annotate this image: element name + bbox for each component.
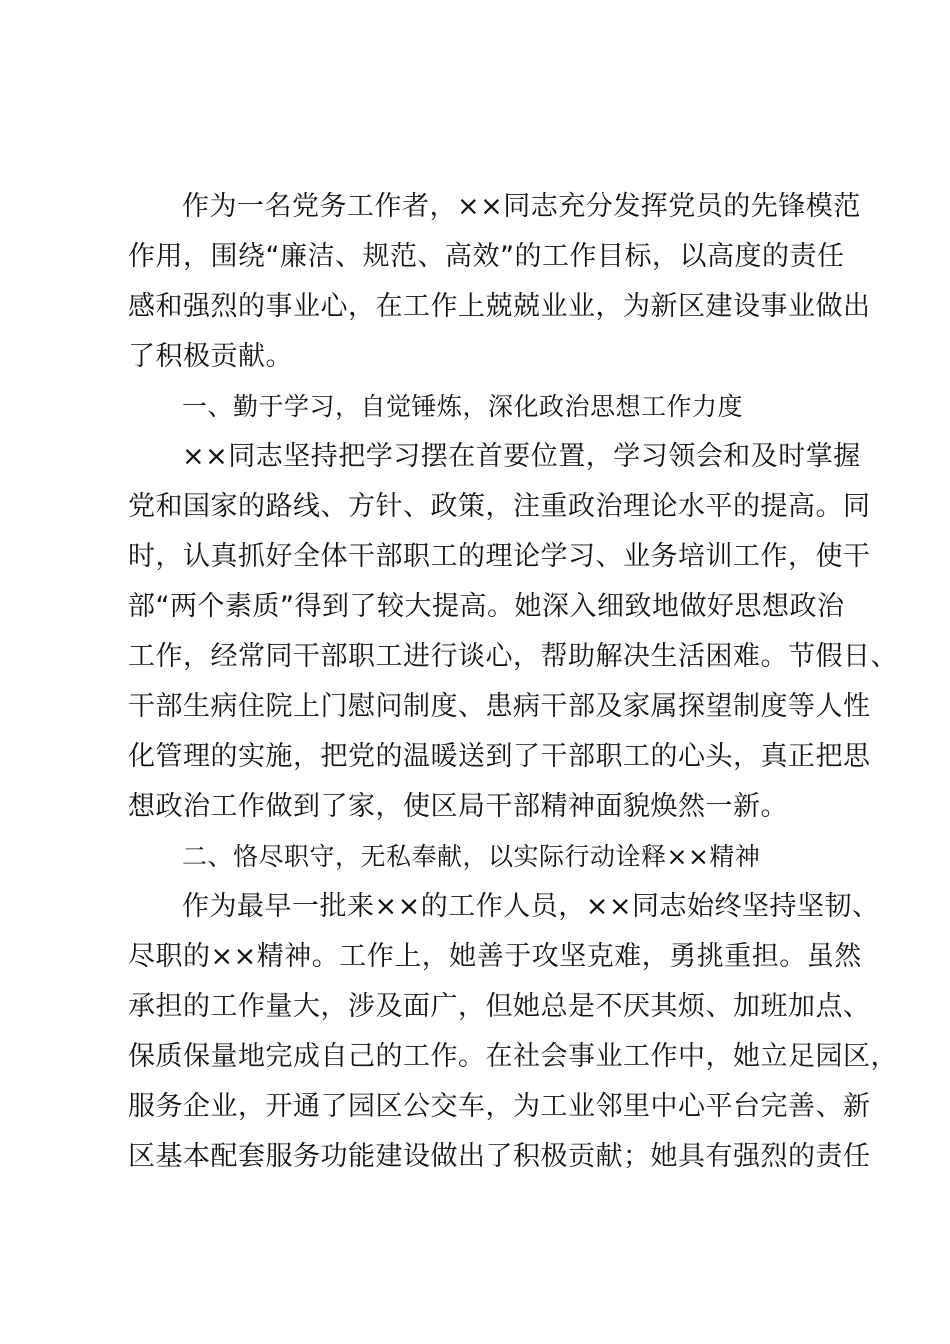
paragraph-line: 想政治工作做到了家，使区局干部精神面貌焕然一新。 bbox=[128, 791, 788, 822]
paragraph-line: 作用，围绕“廉洁、规范、高效”的工作目标，以高度的责任 bbox=[128, 241, 845, 272]
section-heading-2: 二、恪尽职守，无私奉献，以实际行动诠释××精神 bbox=[182, 842, 761, 871]
paragraph-line: 干部生病住院上门慰问制度、患病干部及家属探望制度等人性 bbox=[128, 691, 871, 722]
paragraph-line: 了积极贡献。 bbox=[128, 341, 293, 372]
paragraph-line: 区基本配套服务功能建设做出了积极贡献；她具有强烈的责任 bbox=[128, 1141, 871, 1172]
paragraph-line: 时，认真抓好全体干部职工的理论学习、业务培训工作，使干 bbox=[128, 541, 871, 572]
body-text bbox=[128, 182, 898, 1182]
paragraph-line: 作为一名党务工作者，××同志充分发挥党员的先锋模范 bbox=[182, 191, 861, 222]
paragraph-line: 部“两个素质”得到了较大提高。她深入细致地做好思想政治 bbox=[128, 591, 845, 622]
section-heading-1: 一、勤于学习，自觉锤炼，深化政治思想工作力度 bbox=[182, 392, 744, 421]
paragraph-line: 感和强烈的事业心，在工作上兢兢业业，为新区建设事业做出 bbox=[128, 291, 871, 322]
paragraph-line: 工作，经常同干部职工进行谈心，帮助解决生活困难。节假日、 bbox=[128, 641, 898, 672]
paragraph-line: 承担的工作量大，涉及面广，但她总是不厌其烦、加班加点、 bbox=[128, 991, 871, 1022]
paragraph-line: 服务企业，开通了园区公交车，为工业邻里中心平台完善、新 bbox=[128, 1091, 871, 1122]
paragraph-line: 尽职的××精神。工作上，她善于攻坚克难，勇挑重担。虽然 bbox=[128, 941, 862, 972]
paragraph-line: 党和国家的路线、方针、政策，注重政治理论水平的提高。同 bbox=[128, 491, 871, 522]
paragraph-line: 保质保量地完成自己的工作。在社会事业工作中，她立足园区， bbox=[128, 1041, 898, 1072]
paragraph-line: 化管理的实施，把党的温暖送到了干部职工的心头，真正把思 bbox=[128, 741, 871, 772]
paragraph-line: 作为最早一批来××的工作人员，××同志始终坚持坚韧、 bbox=[182, 891, 880, 922]
paragraph-line: ××同志坚持把学习摆在首要位置，学习领会和及时掌握 bbox=[182, 441, 861, 472]
